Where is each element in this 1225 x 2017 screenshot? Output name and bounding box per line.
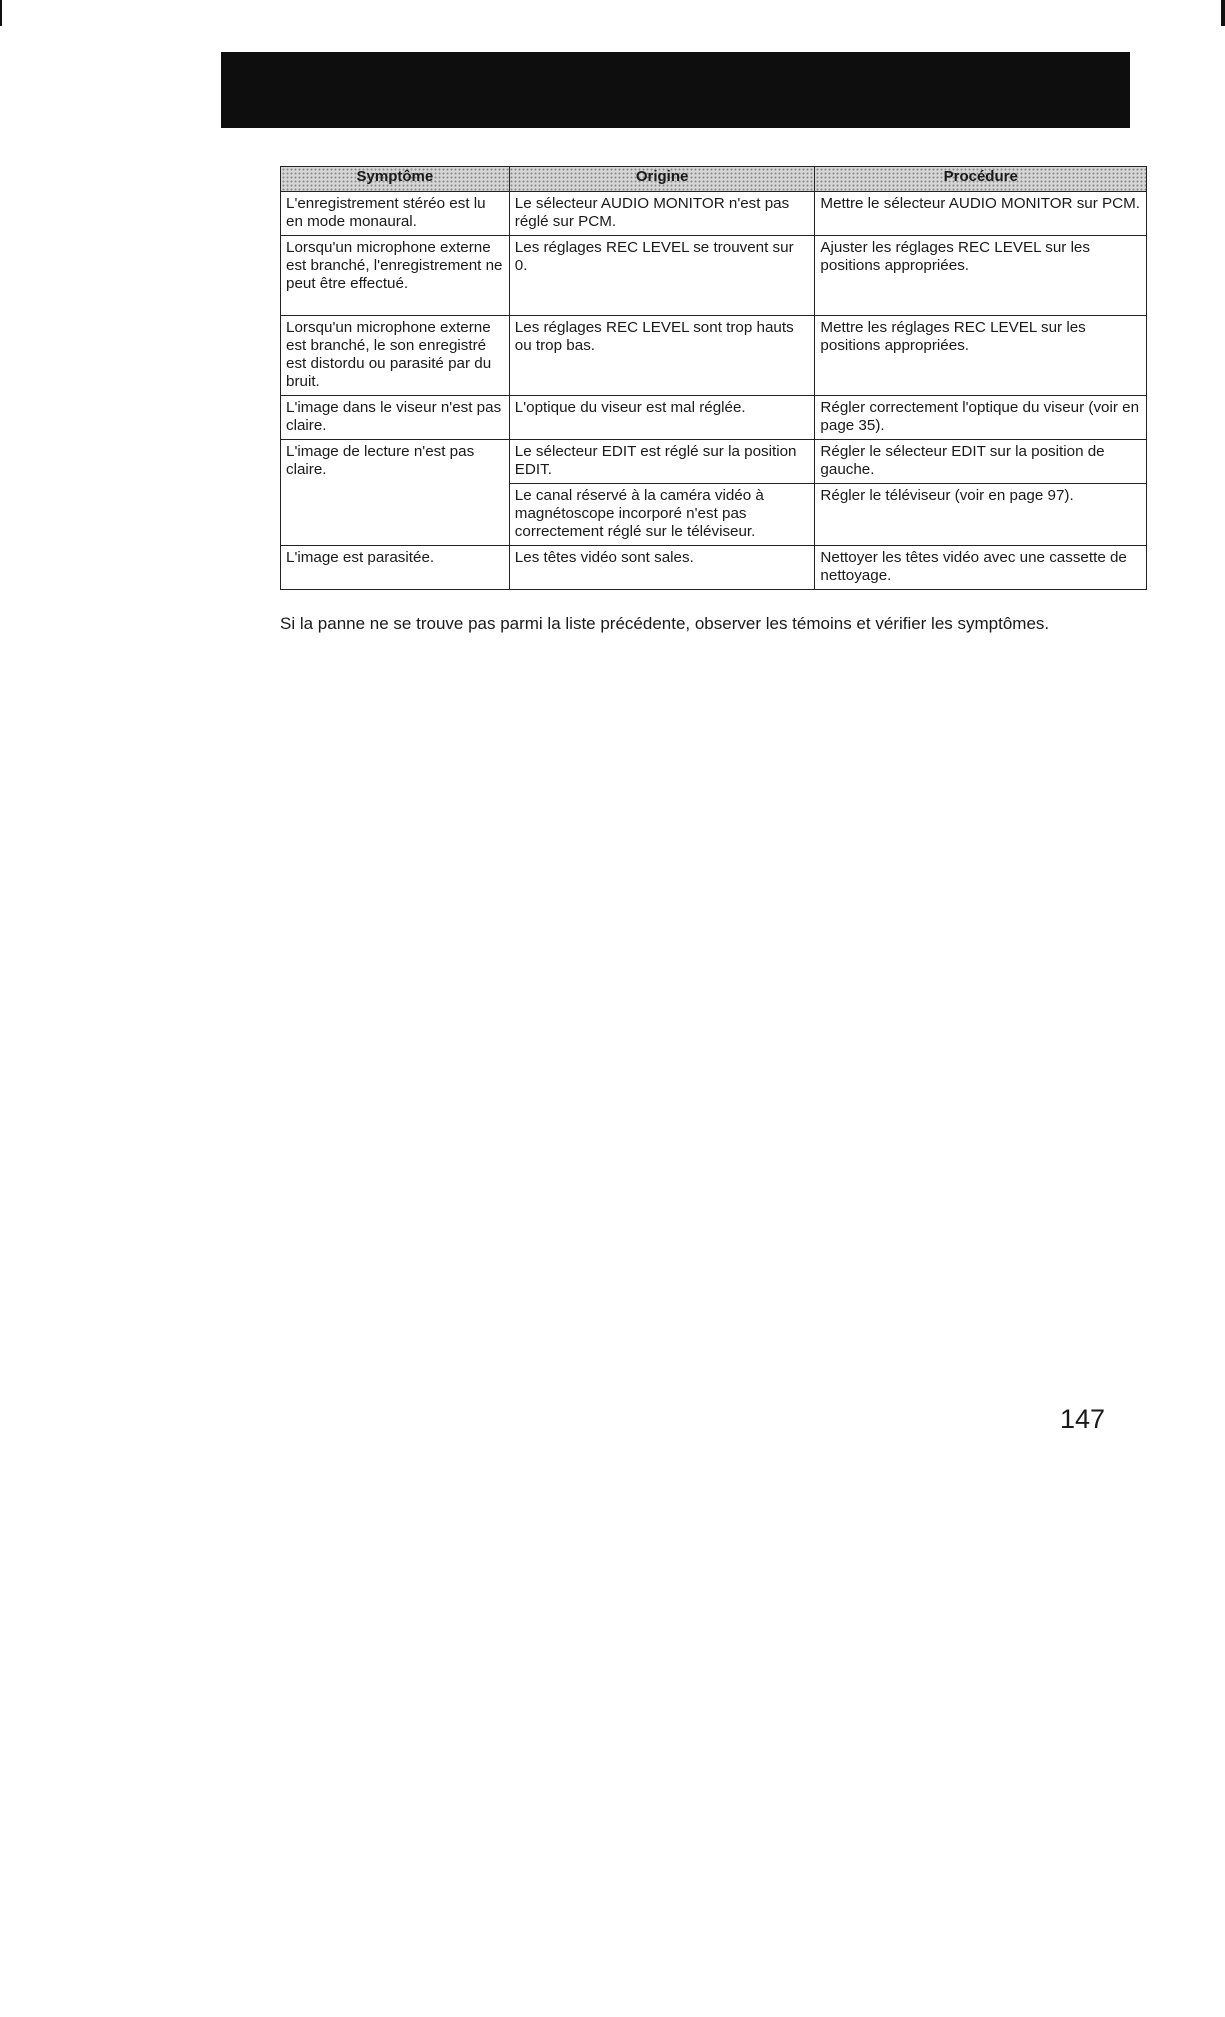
- header-band: [221, 52, 1130, 128]
- troubleshooting-table: [280, 166, 1147, 590]
- table-header-row: [281, 167, 1147, 192]
- page-number: 147: [1060, 1404, 1106, 1434]
- origin-cell: L'optique du viseur est mal réglée.: [509, 396, 815, 440]
- procedure-cell: Régler le téléviseur (voir en page 97).: [815, 484, 1147, 546]
- scan-edge-mark-left: [0, 0, 2, 26]
- table-row: [281, 236, 1147, 316]
- table-row: [281, 396, 1147, 440]
- procedure-cell: Ajuster les réglages REC LEVEL sur les positions appropriées.: [815, 236, 1147, 316]
- scan-edge-mark-right: [1221, 0, 1225, 26]
- origin-cell: Les têtes vidéo sont sales.: [509, 546, 815, 590]
- symptom-cell: L'image de lecture n'est pas claire.: [281, 440, 510, 546]
- column-header-origin: Origine: [509, 167, 815, 192]
- note-paragraph: Si la panne ne se trouve pas parmi la liste précédente, observer les témoins et vérifier les symptômes.: [280, 614, 1050, 633]
- origin-cell: Le sélecteur AUDIO MONITOR n'est pas réglé sur PCM.: [509, 192, 815, 236]
- table-row: [281, 440, 1147, 484]
- procedure-cell: Régler le sélecteur EDIT sur la position de gauche.: [815, 440, 1147, 484]
- procedure-cell: Nettoyer les têtes vidéo avec une cassette de nettoyage.: [815, 546, 1147, 590]
- symptom-cell: L'enregistrement stéréo est lu en mode monaural.: [281, 192, 510, 236]
- column-header-procedure: Procédure: [815, 167, 1147, 192]
- origin-cell: Les réglages REC LEVEL sont trop hauts ou trop bas.: [509, 316, 815, 396]
- symptom-cell: L'image dans le viseur n'est pas claire.: [281, 396, 510, 440]
- symptom-cell: Lorsqu'un microphone externe est branché, le son enregistré est distordu ou parasité par du bruit.: [281, 316, 510, 396]
- symptom-cell: Lorsqu'un microphone externe est branché, l'enregistrement ne peut être effectué.: [281, 236, 510, 316]
- table-row: [281, 316, 1147, 396]
- procedure-cell: Régler correctement l'optique du viseur (voir en page 35).: [815, 396, 1147, 440]
- procedure-cell: Mettre les réglages REC LEVEL sur les positions appropriées.: [815, 316, 1147, 396]
- table-row: [281, 192, 1147, 236]
- symptom-cell: L'image est parasitée.: [281, 546, 510, 590]
- procedure-cell: Mettre le sélecteur AUDIO MONITOR sur PCM.: [815, 192, 1147, 236]
- table-row: [281, 546, 1147, 590]
- column-header-symptom: Symptôme: [281, 167, 510, 192]
- origin-cell: Le sélecteur EDIT est réglé sur la position EDIT.: [509, 440, 815, 484]
- origin-cell: Les réglages REC LEVEL se trouvent sur 0.: [509, 236, 815, 316]
- origin-cell: Le canal réservé à la caméra vidéo à magnétoscope incorporé n'est pas correctement réglé sur le téléviseur.: [509, 484, 815, 546]
